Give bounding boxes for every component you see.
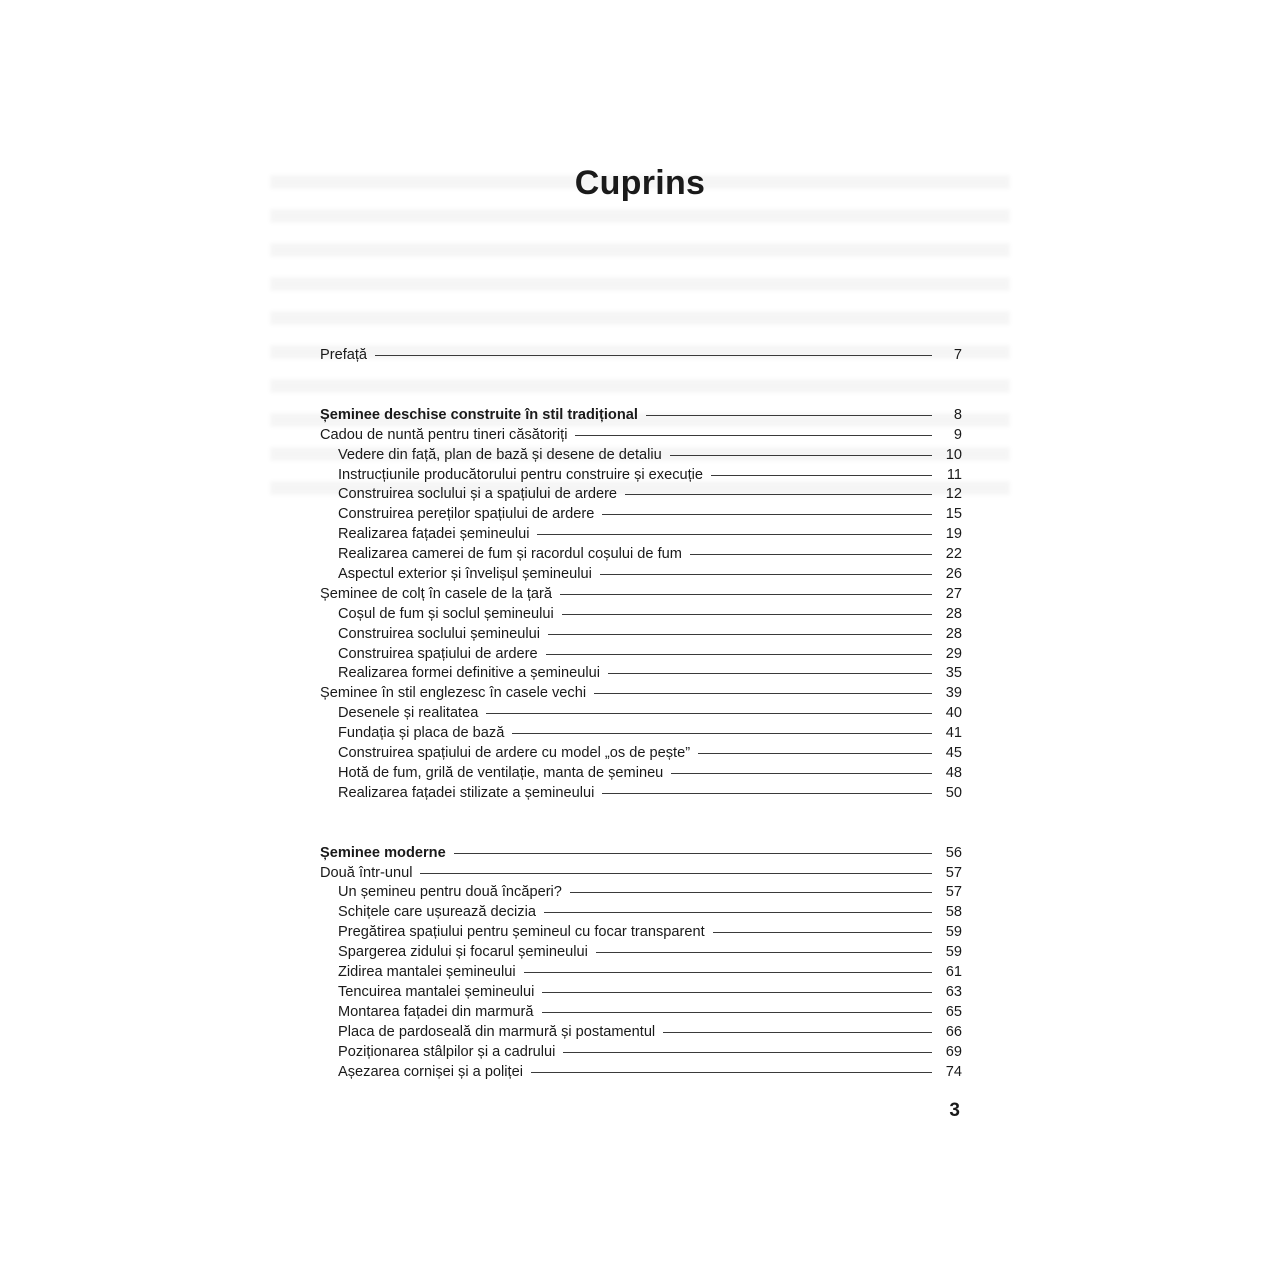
toc-entry-title: Aspectul exterior și învelișul șemineului [338, 566, 592, 583]
toc-entry[interactable] [320, 684, 962, 704]
toc-entry-title: Realizarea fațadei șemineului [338, 526, 530, 543]
toc-leader-line [562, 614, 932, 615]
toc-subentry[interactable] [320, 704, 962, 724]
toc-subentry[interactable] [320, 764, 962, 784]
toc-subentry[interactable] [320, 605, 962, 625]
toc-subentry[interactable] [320, 784, 962, 804]
toc-entry-title: Realizarea formei definitive a șemineului [338, 665, 601, 682]
toc-page-number: 45 [945, 745, 962, 762]
toc-entry[interactable] [320, 406, 962, 426]
toc-page-number: 48 [945, 764, 962, 781]
toc-leader-line [671, 773, 932, 774]
toc-leader-line [531, 1072, 932, 1073]
toc-leader-line [548, 634, 932, 635]
toc-subentry[interactable] [320, 505, 962, 525]
page-title: Cuprins [574, 164, 706, 202]
toc-entry-title: Coșul de fum și soclul șemineului [338, 605, 554, 622]
toc-page-number: 22 [945, 546, 962, 563]
toc-page-number: 56 [945, 844, 962, 861]
toc-leader-line [546, 654, 932, 655]
toc-entry-title: Șeminee moderne [320, 844, 446, 861]
toc-subentry[interactable] [320, 525, 962, 545]
toc-entry-title: Schițele care ușurează decizia [338, 904, 536, 921]
toc-entry-title: Spargerea zidului și focarul șemineului [338, 944, 588, 961]
toc-leader-line [690, 554, 932, 555]
toc-entry[interactable] [320, 346, 962, 366]
toc-subentry[interactable] [320, 923, 962, 943]
toc-page-number: 29 [945, 645, 962, 662]
toc-entry-title: Instrucțiunile producătorului pentru construire și execuție [338, 466, 704, 483]
toc-entry-title: Un șemineu pentru două încăperi? [338, 884, 562, 901]
section-spacer [320, 804, 962, 844]
toc-leader-line [711, 475, 932, 476]
toc-subentry[interactable] [320, 903, 962, 923]
toc-entry-title: Realizarea camerei de fum și racordul coșului de fum [338, 546, 682, 563]
toc-entry-title: Construirea spațiului de ardere cu model „os de pește” [338, 745, 691, 762]
toc-entry[interactable] [320, 585, 962, 605]
toc-subentry[interactable] [320, 466, 962, 486]
toc-leader-line [570, 892, 932, 893]
toc-leader-line [454, 853, 932, 854]
toc-entry-title: Tencuirea mantalei șemineului [338, 983, 535, 1000]
toc-entry-title: Zidirea mantalei șemineului [338, 964, 516, 981]
toc-entry-title: Poziționarea stâlpilor și a cadrului [338, 1043, 556, 1060]
toc-entry[interactable] [320, 844, 962, 864]
toc-page-number: 10 [945, 446, 962, 463]
toc-entry-title: Vedere din față, plan de bază și desene de detaliu [338, 446, 662, 463]
toc-leader-line [575, 435, 932, 436]
toc-leader-line [486, 713, 932, 714]
toc-leader-line [512, 733, 932, 734]
toc-subentry[interactable] [320, 645, 962, 665]
toc-entry-title: Construirea pereților spațiului de ardere [338, 506, 595, 523]
toc-entry-title: Placa de pardoseală din marmură și postamentul [338, 1023, 656, 1040]
toc-entry-title: Pregătirea spațiului pentru șemineul cu focar transparent [338, 924, 705, 941]
toc-entry-title: Realizarea fațadei stilizate a șemineului [338, 784, 595, 801]
toc-leader-line [375, 355, 932, 356]
toc-section-traditional-fireplaces [320, 406, 962, 804]
toc-entry-title: Cadou de nuntă pentru tineri căsătoriți [320, 426, 568, 443]
toc-leader-line [625, 494, 932, 495]
toc-page-number: 66 [945, 1023, 962, 1040]
toc-subentry[interactable] [320, 963, 962, 983]
toc-page-number: 12 [945, 486, 962, 503]
toc-entry-title: Construirea soclului șemineului [338, 625, 540, 642]
toc-leader-line [608, 673, 932, 674]
toc-page-number: 40 [945, 705, 962, 722]
toc-page-number: 28 [945, 605, 962, 622]
toc-section-modern-fireplaces [320, 844, 962, 1083]
toc-subentry[interactable] [320, 744, 962, 764]
toc-leader-line [602, 514, 932, 515]
page-number: 3 [949, 1100, 960, 1121]
toc-subentry[interactable] [320, 1003, 962, 1023]
toc-page-number: 35 [945, 665, 962, 682]
toc-page-number: 69 [945, 1043, 962, 1060]
toc-page-number: 57 [945, 864, 962, 881]
toc-leader-line [594, 693, 932, 694]
toc-page-number: 65 [945, 1003, 962, 1020]
toc-page-number: 58 [945, 904, 962, 921]
toc-page-number: 28 [945, 625, 962, 642]
toc-subentry[interactable] [320, 664, 962, 684]
toc-page-number: 63 [945, 983, 962, 1000]
toc-leader-line [670, 455, 932, 456]
toc-page-number: 61 [945, 964, 962, 981]
toc-entry-title: Desenele și realitatea [338, 705, 479, 722]
toc-entry[interactable] [320, 864, 962, 884]
toc-entry-title: Fundația și placa de bază [338, 725, 505, 742]
toc-page-number: 74 [945, 1063, 962, 1080]
toc-entry-title: Construirea spațiului de ardere [338, 645, 538, 662]
toc-entry-title: Prefață [320, 347, 368, 363]
toc-leader-line [563, 1052, 932, 1053]
toc-section-preface [320, 346, 962, 366]
toc-subentry[interactable] [320, 1023, 962, 1043]
toc-subentry[interactable] [320, 724, 962, 744]
toc-subentry[interactable] [320, 625, 962, 645]
toc-page-number: 9 [953, 426, 962, 443]
toc-entry-title: Șeminee în stil englezesc în casele vechi [320, 685, 587, 702]
toc-entry[interactable] [320, 426, 962, 446]
toc-leader-line [646, 415, 932, 416]
toc-page-number: 41 [945, 725, 962, 742]
toc-page-number: 7 [953, 347, 962, 363]
toc-page-number: 59 [945, 944, 962, 961]
toc-leader-line [600, 574, 932, 575]
toc-leader-line [596, 952, 932, 953]
toc-page-number: 59 [945, 924, 962, 941]
toc-entry-title: Șeminee deschise construite în stil tradițional [320, 406, 638, 423]
toc-leader-line [524, 972, 932, 973]
toc-subentry[interactable] [320, 1063, 962, 1083]
toc-entry-title: Așezarea cornișei și a poliței [338, 1063, 523, 1080]
toc-page-number: 19 [945, 526, 962, 543]
toc-leader-line [663, 1032, 932, 1033]
toc-page-number: 50 [945, 784, 962, 801]
toc-page-number: 39 [945, 685, 962, 702]
toc-leader-line [420, 873, 932, 874]
toc-page-number: 11 [946, 466, 962, 483]
toc-subentry[interactable] [320, 943, 962, 963]
toc-entry-title: Hotă de fum, grilă de ventilație, manta de șemineu [338, 764, 664, 781]
toc-page-number: 8 [953, 406, 962, 423]
toc-leader-line [544, 912, 932, 913]
toc-subentry[interactable] [320, 446, 962, 466]
toc-leader-line [602, 793, 932, 794]
toc-subentry[interactable] [320, 883, 962, 903]
toc-leader-line [560, 594, 932, 595]
section-spacer [320, 366, 962, 406]
toc-entry-title: Construirea soclului și a spațiului de ardere [338, 486, 618, 503]
toc-page-number: 15 [945, 506, 962, 523]
toc-page-number: 27 [945, 585, 962, 602]
toc-subentry[interactable] [320, 485, 962, 505]
toc-subentry[interactable] [320, 1043, 962, 1063]
toc-entry-title: Două într-unul [320, 864, 413, 881]
toc-subentry[interactable] [320, 545, 962, 565]
toc-leader-line [542, 1012, 933, 1013]
toc-entry-title: Montarea fațadei din marmură [338, 1003, 534, 1020]
toc-leader-line [713, 932, 932, 933]
toc-page-number: 26 [945, 566, 962, 583]
toc-page-number: 57 [945, 884, 962, 901]
table-of-contents [320, 346, 962, 1082]
toc-entry-title: Șeminee de colț în casele de la țară [320, 585, 553, 602]
toc-subentry[interactable] [320, 983, 962, 1003]
toc-leader-line [698, 753, 932, 754]
toc-subentry[interactable] [320, 565, 962, 585]
toc-leader-line [537, 534, 932, 535]
toc-leader-line [542, 992, 932, 993]
